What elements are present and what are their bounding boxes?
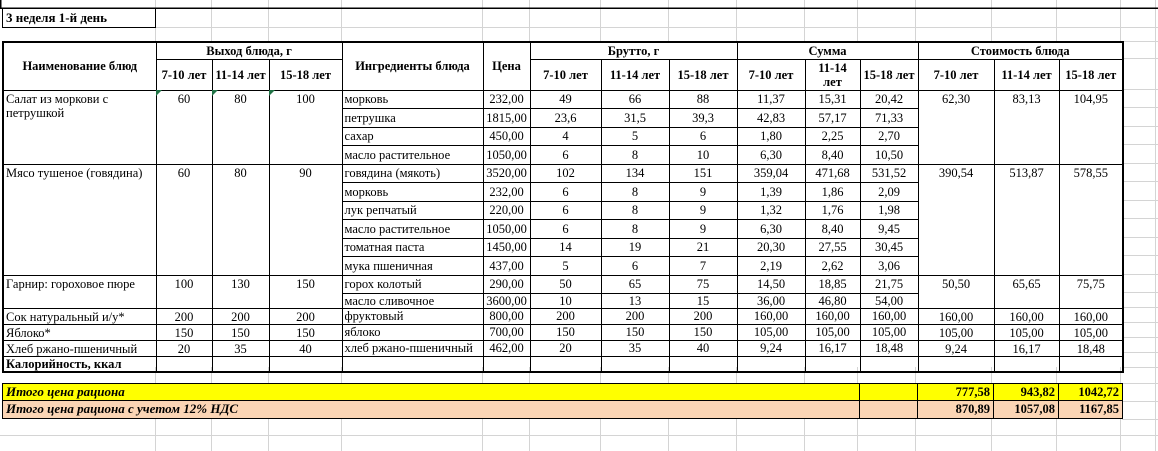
cell-cost-value[interactable]: 18,48: [1059, 340, 1123, 356]
cell-gross-value[interactable]: 6: [530, 201, 601, 219]
cell-cost-value[interactable]: 62,30: [918, 90, 994, 164]
totals-row-ration-price-vat[interactable]: [2, 400, 1123, 419]
cell-gross-value[interactable]: 200: [669, 308, 737, 324]
cell-gross-value[interactable]: 8: [601, 219, 669, 238]
cell-gross-value[interactable]: 102: [530, 164, 601, 182]
empty-cell[interactable]: [156, 356, 212, 372]
header-age[interactable]: 7-10 лет: [156, 59, 212, 90]
header-price[interactable]: Цена: [483, 42, 530, 90]
cell-output-value[interactable]: 60: [156, 164, 212, 275]
table-row: [3, 308, 1123, 324]
header-age[interactable]: 15-18 лет: [269, 59, 342, 90]
cell-gross-value[interactable]: 8: [601, 145, 669, 164]
cell-output-value[interactable]: 100: [156, 275, 212, 308]
cell-dish-name[interactable]: Яблоко*: [3, 324, 156, 340]
empty-cell[interactable]: [530, 356, 601, 372]
header-age[interactable]: 7-10 лет: [530, 59, 601, 90]
cell-sum-value[interactable]: 1,80: [737, 127, 805, 145]
cell-sum-value[interactable]: 42,83: [737, 108, 805, 127]
cell-gross-value[interactable]: 23,6: [530, 108, 601, 127]
cell-gross-value[interactable]: 39,3: [669, 108, 737, 127]
header-dish[interactable]: Наименование блюд: [3, 42, 156, 90]
sheet-title: 3 неделя 1-й день: [6, 10, 108, 25]
cell-price[interactable]: 1050,00: [483, 145, 530, 164]
cell-sum-value[interactable]: 18,48: [860, 340, 918, 356]
cell-ingredient[interactable]: масло растительное: [342, 219, 483, 238]
cell-output-value[interactable]: 90: [269, 164, 342, 275]
empty-cell[interactable]: [918, 356, 994, 372]
table-row: [3, 324, 1123, 340]
cell-sum-value[interactable]: 1,39: [737, 182, 805, 201]
cell-gross-value[interactable]: 88: [669, 90, 737, 108]
cell-gross-value[interactable]: 9: [669, 182, 737, 201]
cell-gross-value[interactable]: 6: [530, 182, 601, 201]
empty-cell[interactable]: [860, 356, 918, 372]
cell-dish-name[interactable]: Хлеб ржано-пшеничный: [3, 340, 156, 356]
empty-cell[interactable]: [269, 356, 342, 372]
cell-sum-value[interactable]: 160,00: [805, 308, 860, 324]
cell-cost-value[interactable]: 65,65: [994, 275, 1059, 308]
cell-sum-value[interactable]: 9,45: [860, 219, 918, 238]
cell-sum-value[interactable]: 105,00: [805, 324, 860, 340]
cell-dish-name[interactable]: Салат из моркови с петрушкой: [3, 90, 156, 164]
cell-dish-name[interactable]: Мясо тушеное (говядина): [3, 164, 156, 275]
cell-sum-value[interactable]: 2,70: [860, 127, 918, 145]
cell-gross-value[interactable]: 8: [601, 182, 669, 201]
cell-cost-value[interactable]: 160,00: [918, 308, 994, 324]
cell-price[interactable]: 232,00: [483, 90, 530, 108]
cell-ingredient[interactable]: масло сливочное: [342, 293, 483, 308]
cell-sum-value[interactable]: 11,37: [737, 90, 805, 108]
cell-cost-value[interactable]: 160,00: [1059, 308, 1123, 324]
header-row-ages: [3, 59, 1123, 90]
cell-sum-value[interactable]: 27,55: [805, 238, 860, 256]
table-row: [3, 340, 1123, 356]
cell-gross-value[interactable]: 65: [601, 275, 669, 293]
cell-price[interactable]: 700,00: [483, 324, 530, 340]
cell-price[interactable]: 220,00: [483, 201, 530, 219]
cell-output-value[interactable]: 200: [156, 308, 212, 324]
cell-gross-value[interactable]: 150: [601, 324, 669, 340]
header-age[interactable]: 15-18 лет: [860, 59, 918, 90]
cell-gross-value[interactable]: 151: [669, 164, 737, 182]
cell-cost-value[interactable]: 50,50: [918, 275, 994, 308]
cell-output-value[interactable]: 130: [212, 275, 269, 308]
cell-sum-value[interactable]: 21,75: [860, 275, 918, 293]
cell-cost-value[interactable]: 105,00: [994, 324, 1059, 340]
cell-gross-value[interactable]: 9: [669, 201, 737, 219]
cell-ingredient[interactable]: масло растительное: [342, 145, 483, 164]
cell-sum-value[interactable]: 20,42: [860, 90, 918, 108]
empty-cell[interactable]: [859, 401, 917, 418]
cell-ingredient[interactable]: мука пшеничная: [342, 256, 483, 275]
cell-price[interactable]: 1815,00: [483, 108, 530, 127]
header-age[interactable]: 11-14 лет: [212, 59, 269, 90]
cell-price[interactable]: 1050,00: [483, 219, 530, 238]
cell-gross-value[interactable]: 20: [530, 340, 601, 356]
header-age[interactable]: 11-14 лет: [994, 59, 1059, 90]
sheet-title-cell[interactable]: [2, 8, 156, 28]
cell-price[interactable]: 232,00: [483, 182, 530, 201]
cell-sum-value[interactable]: 105,00: [860, 324, 918, 340]
cell-gross-value[interactable]: 10: [530, 293, 601, 308]
cell-sum-value[interactable]: 6,30: [737, 145, 805, 164]
header-age[interactable]: 11-14 лет: [601, 59, 669, 90]
totals-value-age2[interactable]: 1057,08: [993, 401, 1058, 418]
cell-cost-value[interactable]: 16,17: [994, 340, 1059, 356]
cell-output-value[interactable]: 150: [269, 275, 342, 308]
cell-output-value[interactable]: 35: [212, 340, 269, 356]
cell-ingredient[interactable]: сахар: [342, 127, 483, 145]
header-age[interactable]: 7-10 лет: [737, 59, 805, 90]
cell-gross-value[interactable]: 14: [530, 238, 601, 256]
cell-sum-value[interactable]: 14,50: [737, 275, 805, 293]
cell-output-value[interactable]: 200: [212, 308, 269, 324]
cell-sum-value[interactable]: 105,00: [737, 324, 805, 340]
cell-gross-value[interactable]: 200: [601, 308, 669, 324]
cell-gross-value[interactable]: 6: [530, 219, 601, 238]
empty-cell[interactable]: [737, 356, 805, 372]
cell-output-value[interactable]: 80: [212, 90, 269, 164]
empty-cell[interactable]: [859, 384, 917, 401]
header-age[interactable]: 11-14 лет: [805, 59, 860, 90]
cell-price[interactable]: 3520,00: [483, 164, 530, 182]
cell-sum-value[interactable]: 15,31: [805, 90, 860, 108]
cell-ingredient[interactable]: хлеб ржано-пшеничный: [342, 340, 483, 356]
cell-gross-value[interactable]: 35: [601, 340, 669, 356]
cell-cost-value[interactable]: 75,75: [1059, 275, 1123, 308]
cell-gross-value[interactable]: 19: [601, 238, 669, 256]
empty-cell[interactable]: [342, 356, 483, 372]
cell-ingredient[interactable]: томатная паста: [342, 238, 483, 256]
cell-output-value[interactable]: 150: [212, 324, 269, 340]
cell-cost-value[interactable]: 9,24: [918, 340, 994, 356]
cell-gross-value[interactable]: 150: [669, 324, 737, 340]
cell-ingredient[interactable]: фруктовый: [342, 308, 483, 324]
empty-cell[interactable]: [212, 356, 269, 372]
cell-gross-value[interactable]: 66: [601, 90, 669, 108]
cell-sum-value[interactable]: 160,00: [860, 308, 918, 324]
table-row: [3, 275, 1123, 293]
cell-price[interactable]: 450,00: [483, 127, 530, 145]
empty-cell[interactable]: [1059, 356, 1123, 372]
cell-output-value[interactable]: 40: [269, 340, 342, 356]
cell-ingredient[interactable]: лук репчатый: [342, 201, 483, 219]
cell-gross-value[interactable]: 21: [669, 238, 737, 256]
header-ingredients[interactable]: Ингредиенты блюда: [342, 42, 483, 90]
cell-gross-value[interactable]: 9: [669, 219, 737, 238]
totals-value-age1[interactable]: 870,89: [917, 401, 993, 418]
cell-gross-value[interactable]: 200: [530, 308, 601, 324]
cell-gross-value[interactable]: 134: [601, 164, 669, 182]
totals-value-age2[interactable]: 943,82: [993, 384, 1058, 401]
cell-gross-value[interactable]: 5: [601, 127, 669, 145]
cell-dish-name[interactable]: Гарнир: гороховое пюре: [3, 275, 156, 308]
cell-sum-value[interactable]: 160,00: [737, 308, 805, 324]
cell-sum-value[interactable]: 359,04: [737, 164, 805, 182]
cell-cost-value[interactable]: 390,54: [918, 164, 994, 275]
cell-cost-value[interactable]: 83,13: [994, 90, 1059, 164]
cell-sum-value[interactable]: 16,17: [805, 340, 860, 356]
header-gross[interactable]: Брутто, г: [530, 42, 737, 59]
cell-sum-value[interactable]: 2,19: [737, 256, 805, 275]
cell-sum-value[interactable]: 1,86: [805, 182, 860, 201]
cell-gross-value[interactable]: 31,5: [601, 108, 669, 127]
cell-price[interactable]: 437,00: [483, 256, 530, 275]
cell-cost-value[interactable]: 513,87: [994, 164, 1059, 275]
cell-gross-value[interactable]: 50: [530, 275, 601, 293]
cell-gross-value[interactable]: 150: [530, 324, 601, 340]
cell-cost-value[interactable]: 578,55: [1059, 164, 1123, 275]
cell-output-value[interactable]: 60: [156, 90, 212, 164]
cell-sum-value[interactable]: 2,09: [860, 182, 918, 201]
cell-gross-value[interactable]: 4: [530, 127, 601, 145]
header-age[interactable]: 15-18 лет: [669, 59, 737, 90]
cell-ingredient[interactable]: горох колотый: [342, 275, 483, 293]
cell-sum-value[interactable]: 1,32: [737, 201, 805, 219]
totals-value-age1[interactable]: 777,58: [917, 384, 993, 401]
cell-sum-value[interactable]: 1,76: [805, 201, 860, 219]
header-cost[interactable]: Стоимость блюда: [918, 42, 1123, 59]
cell-gross-value[interactable]: 10: [669, 145, 737, 164]
cell-cost-value[interactable]: 160,00: [994, 308, 1059, 324]
cell-ingredient[interactable]: говядина (мякоть): [342, 164, 483, 182]
cell-price[interactable]: 3600,00: [483, 293, 530, 308]
cell-output-value[interactable]: 20: [156, 340, 212, 356]
cell-gross-value[interactable]: 49: [530, 90, 601, 108]
cell-sum-value[interactable]: 531,52: [860, 164, 918, 182]
cell-price[interactable]: 462,00: [483, 340, 530, 356]
cell-output-value[interactable]: 200: [269, 308, 342, 324]
totals-value-age3[interactable]: 1042,72: [1058, 384, 1122, 401]
cell-sum-value[interactable]: 57,17: [805, 108, 860, 127]
cell-ingredient[interactable]: яблоко: [342, 324, 483, 340]
totals-label: Итого цена рациона: [6, 384, 125, 399]
cell-dish-name[interactable]: Сок натуральный и/у*: [3, 308, 156, 324]
table-row: [3, 164, 1123, 182]
cell-sum-value[interactable]: 2,62: [805, 256, 860, 275]
cell-gross-value[interactable]: 6: [601, 256, 669, 275]
header-row-sections: [3, 42, 1123, 59]
cell-gross-value[interactable]: 8: [601, 201, 669, 219]
cell-ingredient[interactable]: морковь: [342, 182, 483, 201]
calories-row: [3, 356, 1123, 372]
totals-label: Итого цена рациона с учетом 12% НДС: [6, 401, 239, 416]
error-indicator-icon: [269, 90, 275, 96]
error-indicator-icon: [212, 90, 218, 96]
cell-gross-value[interactable]: 15: [669, 293, 737, 308]
empty-cell[interactable]: [994, 356, 1059, 372]
empty-cell[interactable]: [483, 356, 530, 372]
header-sum[interactable]: Сумма: [737, 42, 918, 59]
cell-sum-value[interactable]: 18,85: [805, 275, 860, 293]
cell-cost-value[interactable]: 105,00: [1059, 324, 1123, 340]
cell-price[interactable]: 290,00: [483, 275, 530, 293]
empty-cell[interactable]: [805, 356, 860, 372]
header-output[interactable]: Выход блюда, г: [156, 42, 342, 59]
cell-sum-value[interactable]: 71,33: [860, 108, 918, 127]
menu-table: [2, 41, 1124, 373]
cell-sum-value[interactable]: 20,30: [737, 238, 805, 256]
cell-sum-value[interactable]: 6,30: [737, 219, 805, 238]
cell-output-value[interactable]: 150: [156, 324, 212, 340]
cell-sum-value[interactable]: 9,24: [737, 340, 805, 356]
totals-value-age3[interactable]: 1167,85: [1058, 401, 1122, 418]
error-indicator-icon: [156, 90, 162, 96]
cell-sum-value[interactable]: 3,06: [860, 256, 918, 275]
cell-gross-value[interactable]: 40: [669, 340, 737, 356]
cell-sum-value[interactable]: 8,40: [805, 219, 860, 238]
empty-cell[interactable]: [669, 356, 737, 372]
cell-price[interactable]: 800,00: [483, 308, 530, 324]
cell-price[interactable]: 1450,00: [483, 238, 530, 256]
cell-sum-value[interactable]: 10,50: [860, 145, 918, 164]
cell-cost-value[interactable]: 104,95: [1059, 90, 1123, 164]
cell-sum-value[interactable]: 36,00: [737, 293, 805, 308]
cell-output-value[interactable]: 100: [269, 90, 342, 164]
cell-output-value[interactable]: 150: [269, 324, 342, 340]
cell-calories-label[interactable]: Калорийность, ккал: [3, 356, 156, 372]
cell-sum-value[interactable]: 46,80: [805, 293, 860, 308]
cell-sum-value[interactable]: 471,68: [805, 164, 860, 182]
cell-gross-value[interactable]: 6: [669, 127, 737, 145]
cell-gross-value[interactable]: 6: [530, 145, 601, 164]
cell-sum-value[interactable]: 1,98: [860, 201, 918, 219]
table-row: [3, 90, 1123, 108]
cell-cost-value[interactable]: 105,00: [918, 324, 994, 340]
cell-gross-value[interactable]: 7: [669, 256, 737, 275]
header-age[interactable]: 15-18 лет: [1059, 59, 1123, 90]
header-age[interactable]: 7-10 лет: [918, 59, 994, 90]
cell-ingredient[interactable]: петрушка: [342, 108, 483, 127]
cell-output-value[interactable]: 80: [212, 164, 269, 275]
cell-sum-value[interactable]: 2,25: [805, 127, 860, 145]
cell-sum-value[interactable]: 30,45: [860, 238, 918, 256]
empty-cell[interactable]: [601, 356, 669, 372]
cell-gross-value[interactable]: 75: [669, 275, 737, 293]
cell-sum-value[interactable]: 8,40: [805, 145, 860, 164]
cell-ingredient[interactable]: морковь: [342, 90, 483, 108]
cell-gross-value[interactable]: 5: [530, 256, 601, 275]
cell-gross-value[interactable]: 13: [601, 293, 669, 308]
cell-sum-value[interactable]: 54,00: [860, 293, 918, 308]
